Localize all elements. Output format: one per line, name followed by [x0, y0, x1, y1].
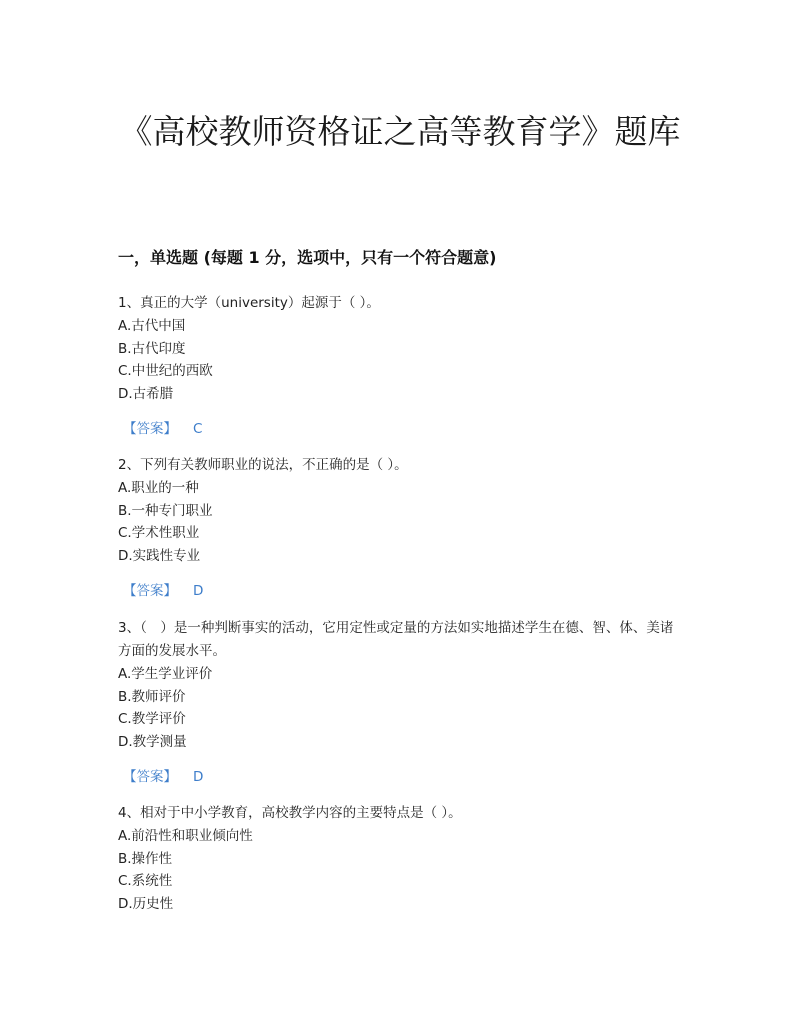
question-1	[118, 292, 683, 440]
answer-value: C	[193, 421, 203, 437]
answer-value: D	[193, 769, 204, 785]
option-d: D.实践性专业	[118, 547, 201, 564]
option-c: C.系统性	[118, 873, 173, 889]
option-a: A.职业的一种	[118, 480, 199, 496]
answer-label: 【答案】	[123, 583, 177, 599]
question-stem: 1、真正的大学（university）起源于（ ）。	[118, 295, 380, 311]
option-b: B.古代印度	[118, 340, 186, 357]
option-d: D.教学测量	[118, 733, 187, 750]
option-b: B.教师评价	[118, 688, 186, 705]
option-a: A.古代中国	[118, 318, 186, 334]
question-stem: 2、下列有关教师职业的说法，不正确的是（ ）。	[118, 457, 408, 473]
answer-line	[118, 418, 683, 440]
option-c: C.中世纪的西欧	[118, 363, 213, 379]
question-2	[118, 454, 683, 602]
answer-value: D	[193, 583, 204, 599]
question-4	[118, 802, 683, 915]
question-stem: 3、（ ）是一种判断事实的活动，它用定性或定量的方法如实地描述学生在德、智、体、美诸方面的发展水平。	[118, 620, 674, 659]
option-d: D.历史性	[118, 895, 174, 912]
question-3	[118, 617, 683, 788]
answer-line	[118, 580, 683, 602]
option-b: B.一种专门职业	[118, 502, 213, 519]
answer-label: 【答案】	[123, 769, 177, 785]
option-b: B.操作性	[118, 850, 173, 867]
answer-label: 【答案】	[123, 421, 177, 437]
option-d: D.古希腊	[118, 385, 174, 402]
option-a: A.学生学业评价	[118, 666, 213, 682]
section-heading: 一，单选题 (每题 1 分，选项中，只有一个符合题意)	[118, 248, 497, 267]
option-a: A.前沿性和职业倾向性	[118, 828, 253, 844]
question-stem: 4、相对于中小学教育，高校教学内容的主要特点是（ ）。	[118, 805, 462, 821]
answer-line	[118, 766, 683, 788]
option-c: C.教学评价	[118, 711, 186, 727]
option-c: C.学术性职业	[118, 525, 200, 541]
document-title: 《高校教师资格证之高等教育学》题库	[119, 112, 681, 151]
